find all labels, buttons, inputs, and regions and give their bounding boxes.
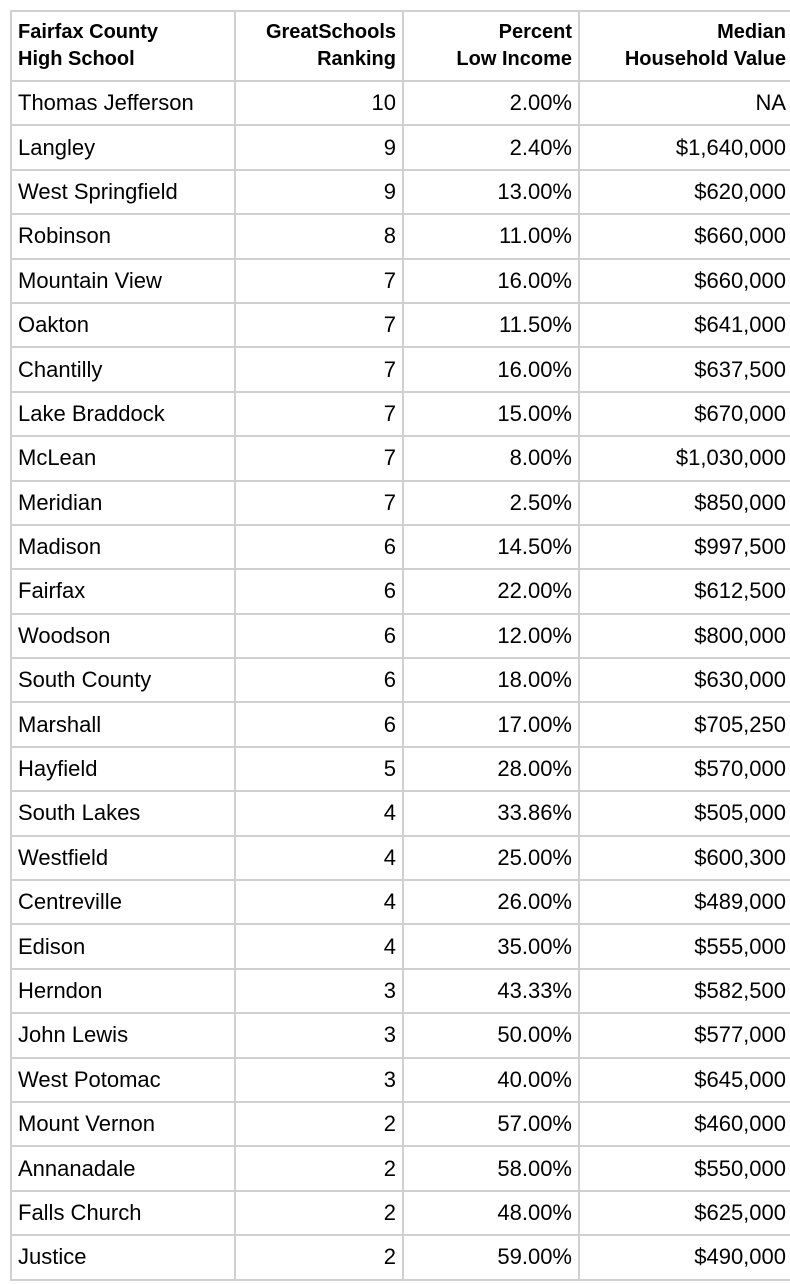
school-name-cell: Marshall [11, 702, 235, 746]
median-value-cell: $1,030,000 [579, 436, 790, 480]
ranking-cell: 2 [235, 1191, 403, 1235]
ranking-cell: 2 [235, 1235, 403, 1279]
table-row [11, 614, 790, 658]
ranking-cell: 6 [235, 614, 403, 658]
low-income-cell: 35.00% [403, 924, 579, 968]
table-row [11, 969, 790, 1013]
ranking-cell: 6 [235, 658, 403, 702]
ranking-cell: 5 [235, 747, 403, 791]
ranking-cell: 6 [235, 569, 403, 613]
low-income-cell: 50.00% [403, 1013, 579, 1057]
median-value-cell: $660,000 [579, 214, 790, 258]
ranking-cell: 4 [235, 791, 403, 835]
school-name-cell: Oakton [11, 303, 235, 347]
median-value-cell: $670,000 [579, 392, 790, 436]
table-row [11, 1102, 790, 1146]
low-income-cell: 2.00% [403, 81, 579, 125]
table-row [11, 303, 790, 347]
low-income-cell: 8.00% [403, 436, 579, 480]
table-row [11, 1146, 790, 1190]
table-row [11, 880, 790, 924]
ranking-cell: 7 [235, 347, 403, 391]
school-name-cell: Edison [11, 924, 235, 968]
ranking-cell: 10 [235, 81, 403, 125]
school-name-cell: Falls Church [11, 1191, 235, 1235]
median-value-cell: $582,500 [579, 969, 790, 1013]
table-row [11, 481, 790, 525]
low-income-cell: 26.00% [403, 880, 579, 924]
table-body [11, 81, 790, 1280]
school-name-cell: Chantilly [11, 347, 235, 391]
ranking-cell: 4 [235, 880, 403, 924]
school-name-cell: Fairfax [11, 569, 235, 613]
school-name-cell: Mount Vernon [11, 1102, 235, 1146]
school-name-cell: South County [11, 658, 235, 702]
median-value-cell: $641,000 [579, 303, 790, 347]
ranking-cell: 7 [235, 392, 403, 436]
low-income-cell: 17.00% [403, 702, 579, 746]
table-row [11, 525, 790, 569]
median-value-cell: $555,000 [579, 924, 790, 968]
schools-table [10, 10, 790, 1281]
low-income-cell: 25.00% [403, 836, 579, 880]
school-name-cell: South Lakes [11, 791, 235, 835]
median-value-cell: $850,000 [579, 481, 790, 525]
median-value-cell: $630,000 [579, 658, 790, 702]
ranking-cell: 9 [235, 170, 403, 214]
table-row [11, 702, 790, 746]
low-income-cell: 58.00% [403, 1146, 579, 1190]
table-row [11, 1013, 790, 1057]
low-income-cell: 59.00% [403, 1235, 579, 1279]
school-name-cell: John Lewis [11, 1013, 235, 1057]
ranking-cell: 8 [235, 214, 403, 258]
low-income-cell: 13.00% [403, 170, 579, 214]
median-value-cell: $645,000 [579, 1058, 790, 1102]
median-value-cell: $550,000 [579, 1146, 790, 1190]
header-low-income: Percent Low Income [403, 11, 579, 81]
school-name-cell: Lake Braddock [11, 392, 235, 436]
header-school: Fairfax County High School [11, 11, 235, 81]
ranking-cell: 3 [235, 1058, 403, 1102]
low-income-cell: 43.33% [403, 969, 579, 1013]
school-name-cell: Mountain View [11, 259, 235, 303]
school-name-cell: Langley [11, 125, 235, 169]
school-name-cell: Thomas Jefferson [11, 81, 235, 125]
table-row [11, 569, 790, 613]
table-row [11, 658, 790, 702]
school-name-cell: West Springfield [11, 170, 235, 214]
median-value-cell: $460,000 [579, 1102, 790, 1146]
header-median-value: Median Household Value [579, 11, 790, 81]
school-name-cell: West Potomac [11, 1058, 235, 1102]
ranking-cell: 7 [235, 481, 403, 525]
ranking-cell: 6 [235, 702, 403, 746]
median-value-cell: $997,500 [579, 525, 790, 569]
ranking-cell: 7 [235, 259, 403, 303]
median-value-cell: $612,500 [579, 569, 790, 613]
table-row [11, 924, 790, 968]
median-value-cell: $577,000 [579, 1013, 790, 1057]
ranking-cell: 4 [235, 924, 403, 968]
ranking-cell: 2 [235, 1102, 403, 1146]
school-name-cell: Justice [11, 1235, 235, 1279]
low-income-cell: 48.00% [403, 1191, 579, 1235]
low-income-cell: 40.00% [403, 1058, 579, 1102]
table-row [11, 259, 790, 303]
median-value-cell: $490,000 [579, 1235, 790, 1279]
table-row [11, 836, 790, 880]
school-name-cell: Hayfield [11, 747, 235, 791]
school-name-cell: Herndon [11, 969, 235, 1013]
low-income-cell: 2.50% [403, 481, 579, 525]
low-income-cell: 14.50% [403, 525, 579, 569]
table-row [11, 170, 790, 214]
table-row [11, 81, 790, 125]
table-row [11, 347, 790, 391]
ranking-cell: 6 [235, 525, 403, 569]
median-value-cell: $705,250 [579, 702, 790, 746]
school-name-cell: Annanadale [11, 1146, 235, 1190]
low-income-cell: 11.00% [403, 214, 579, 258]
table-row [11, 747, 790, 791]
school-name-cell: Woodson [11, 614, 235, 658]
median-value-cell: NA [579, 81, 790, 125]
school-name-cell: Meridian [11, 481, 235, 525]
table-row [11, 791, 790, 835]
low-income-cell: 16.00% [403, 347, 579, 391]
median-value-cell: $600,300 [579, 836, 790, 880]
low-income-cell: 16.00% [403, 259, 579, 303]
low-income-cell: 15.00% [403, 392, 579, 436]
low-income-cell: 22.00% [403, 569, 579, 613]
table-row [11, 392, 790, 436]
table-row [11, 1058, 790, 1102]
ranking-cell: 7 [235, 303, 403, 347]
school-name-cell: Madison [11, 525, 235, 569]
median-value-cell: $625,000 [579, 1191, 790, 1235]
low-income-cell: 33.86% [403, 791, 579, 835]
median-value-cell: $637,500 [579, 347, 790, 391]
table-row [11, 436, 790, 480]
ranking-cell: 7 [235, 436, 403, 480]
median-value-cell: $620,000 [579, 170, 790, 214]
school-name-cell: McLean [11, 436, 235, 480]
ranking-cell: 9 [235, 125, 403, 169]
low-income-cell: 12.00% [403, 614, 579, 658]
school-name-cell: Centreville [11, 880, 235, 924]
table-row [11, 1235, 790, 1279]
header-row [11, 11, 790, 81]
ranking-cell: 2 [235, 1146, 403, 1190]
table-row [11, 214, 790, 258]
low-income-cell: 57.00% [403, 1102, 579, 1146]
school-name-cell: Westfield [11, 836, 235, 880]
ranking-cell: 4 [235, 836, 403, 880]
low-income-cell: 28.00% [403, 747, 579, 791]
ranking-cell: 3 [235, 969, 403, 1013]
table-header [11, 11, 790, 81]
header-ranking: GreatSchools Ranking [235, 11, 403, 81]
school-name-cell: Robinson [11, 214, 235, 258]
low-income-cell: 2.40% [403, 125, 579, 169]
median-value-cell: $800,000 [579, 614, 790, 658]
median-value-cell: $570,000 [579, 747, 790, 791]
low-income-cell: 11.50% [403, 303, 579, 347]
median-value-cell: $660,000 [579, 259, 790, 303]
median-value-cell: $489,000 [579, 880, 790, 924]
median-value-cell: $1,640,000 [579, 125, 790, 169]
table-row [11, 125, 790, 169]
table-row [11, 1191, 790, 1235]
low-income-cell: 18.00% [403, 658, 579, 702]
median-value-cell: $505,000 [579, 791, 790, 835]
ranking-cell: 3 [235, 1013, 403, 1057]
